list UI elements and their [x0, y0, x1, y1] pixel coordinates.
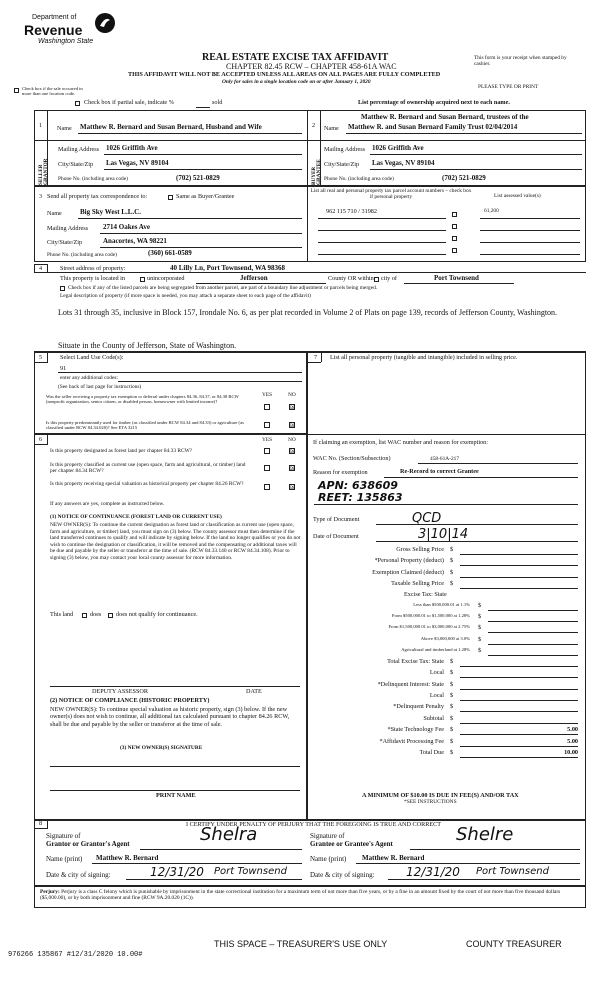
logo-dept: Department of [32, 14, 77, 21]
form-title: REAL ESTATE EXCISE TAX AFFIDAVIT [202, 52, 389, 63]
segregated-checkbox[interactable] [60, 286, 65, 291]
parcel-number[interactable]: 962 115 710 / 31982 [326, 208, 377, 215]
new-owner-sig-label: (3) NEW OWNER(S) SIGNATURE [120, 745, 203, 751]
section-6-num: 6 [39, 436, 43, 443]
totals-dollar: $ [450, 703, 454, 711]
land-use-code[interactable]: 91 [60, 365, 67, 372]
county-treasurer: COUNTY TREASURER [466, 939, 562, 949]
segregated-label: Check box if any of the listed parcels are being segregated from another parcel, are part of a boundary line adjustment or parcels being merged. [68, 285, 378, 291]
totals-dollar: $ [450, 691, 454, 699]
totals-value-line [460, 723, 578, 724]
corr-city[interactable]: Anacortes, WA 98221 [103, 237, 167, 245]
buyer-side-label: BUYER GRANTEE [311, 159, 323, 185]
totals-label: Total Excise Tax: State [387, 657, 444, 665]
partial-sale-checkbox[interactable] [75, 101, 80, 106]
logo-name: Revenue [24, 22, 83, 38]
calc-label: *Personal Property (deduct) [374, 557, 444, 565]
seller-city-label: City/State/Zip [58, 161, 94, 168]
street-label: Street address of property: [60, 265, 126, 272]
grantor-signature[interactable]: Shelra [200, 824, 258, 845]
does-not-label: does not qualify for continuance. [116, 611, 198, 618]
grantor-date[interactable]: 12/31/20 [150, 865, 204, 879]
grantor-print-name[interactable]: Matthew R. Bernard [96, 854, 159, 862]
totals-value-line [460, 757, 578, 758]
multi-location-checkbox[interactable] [14, 88, 19, 93]
brackets-value-line [488, 621, 578, 622]
brackets-value-line [488, 610, 578, 611]
land-does-not-checkbox[interactable] [108, 613, 113, 618]
personal-property-checkbox-2[interactable] [452, 224, 457, 229]
parcel-header: List all real and personal property tax parcel account numbers – check box if personal property [310, 188, 472, 201]
q-historic-no[interactable]: ☒ [290, 484, 296, 491]
receipt-note: This form is your receipt when stamped by cashier. [474, 55, 567, 68]
partial-sale-label: Check box if partial sale, indicate % [84, 99, 174, 106]
calc-value-line [460, 565, 578, 566]
corr-mail-label: Mailing Address [47, 225, 89, 232]
brackets-dollar: $ [478, 613, 482, 621]
perjury-statement: Perjury is a class C felony which is punishable by imprisonment in the state correctional institution for a maximum term of not more than five years, or by a fine in an amount fixed by the court of not more than five thousand dollars ($5,000.00), or by both imprisonment and fine (RCW 9A.20.020 (1C)). [40, 889, 561, 902]
brackets-dollar: $ [478, 624, 482, 632]
brackets-dollar: $ [478, 602, 482, 610]
located-label: This property is located in [60, 275, 125, 282]
totals-value[interactable]: 5.00 [567, 737, 578, 745]
unincorporated-checkbox[interactable] [140, 277, 145, 282]
recording-stamp: 976266 135867 #12/31/2020 10.00# [8, 951, 143, 959]
section-7-num: 7 [314, 354, 318, 361]
see-back-label: (See back of last page for instructions) [58, 384, 142, 390]
property-street[interactable]: 40 Lilly Ln, Port Townsend, WA 98368 [170, 264, 286, 272]
seller-mail-label: Mailing Address [58, 146, 100, 153]
corr-phone[interactable]: (360) 661-0589 [148, 249, 192, 257]
property-city[interactable]: Port Townsend [434, 274, 479, 282]
totals-dollar: $ [450, 748, 454, 756]
legal-desc-label: Legal description of property (if more space is needed, you may attach a separate sheet to each page of the affidavit) [60, 293, 311, 299]
calc-label: Taxable Selling Price [391, 579, 444, 587]
seller-side-label: SELLER GRANTOR [38, 158, 50, 185]
brackets-value-line [488, 644, 578, 645]
revenue-logo [18, 12, 128, 50]
totals-value-line [460, 711, 578, 712]
grantor-sig-label-1: Signature of [46, 832, 81, 840]
doc-date-label: Date of Document [313, 533, 359, 540]
property-county[interactable]: Jefferson [240, 274, 268, 282]
within-city-checkbox[interactable] [374, 277, 379, 282]
county-or-label: County OR within [328, 275, 374, 282]
q-current-use: Is this property classified as current use (open space, farm and agricultural, or timber) land per chapter 84.34 RCW? [50, 462, 246, 475]
grantor-date-label: Date & city of signing: [46, 871, 111, 879]
totals-value-line [460, 746, 578, 747]
unincorporated-label: unincorporated [147, 275, 185, 282]
s5-no-header: NO [288, 392, 296, 398]
minimum-due-note: A MINIMUM OF $10.00 IS DUE IN FEE(S) AND/OR TAX [362, 792, 519, 799]
grantee-date-label: Date & city of signing: [310, 871, 375, 879]
buyer-name-1[interactable]: Matthew R. Bernard and Susan Bernard, trustees of the [361, 113, 529, 121]
q-forest-no[interactable]: ☒ [290, 448, 296, 455]
land-use-label: Select Land Use Code(s): [60, 354, 124, 361]
calc-dollar: $ [450, 546, 454, 553]
totals-label: Total Due [419, 748, 444, 756]
wac-number[interactable]: 458-61A-217 [430, 456, 460, 462]
section-6 [34, 434, 307, 820]
wa-logo-icon [94, 12, 116, 34]
exemption-reason[interactable]: Re-Record to correct Grantee [400, 468, 479, 475]
q-timber: Is this property predominantly used for timber (as classified under RCW 84.34 and 84.33) or agriculture (as classified under RCW 84.34.020)? See ETA 3215 [46, 420, 244, 431]
see-instructions: *SEE INSTRUCTIONS [404, 799, 457, 805]
q-historic-yes[interactable] [264, 484, 270, 490]
brackets-dollar: $ [478, 635, 482, 643]
section-1-num: 1 [39, 122, 43, 129]
please-type: PLEASE TYPE OR PRINT [478, 84, 539, 90]
totals-value-line [460, 677, 578, 678]
buyer-name-label: Name [324, 125, 339, 132]
s6-yes-header: YES [262, 437, 273, 443]
grantee-signature[interactable]: Shelre [456, 824, 514, 845]
section-8-num: 8 [39, 820, 43, 827]
q-exemption: Was the seller receiving a property tax exemption or deferral under chapters 84.36, 84.37, or 84.38 RCW (nonprofit organization, senior citizen, or disabled person, homeowner with limited income)? [46, 394, 239, 405]
seller-phone[interactable]: (702) 521-0829 [176, 174, 220, 182]
corr-name[interactable]: Big Sky West L.L.C. [80, 208, 141, 216]
reason-label: Reason for exemption [313, 469, 368, 476]
s5-yes-header: YES [262, 392, 273, 398]
city-of-label: city of [381, 275, 397, 282]
corr-phone-label: Phone No. (including area code) [47, 252, 117, 258]
form-warning: THIS AFFIDAVIT WILL NOT BE ACCEPTED UNLESS ALL AREAS ON ALL PAGES ARE FULLY COMPLETED [128, 71, 441, 78]
grantee-sig-label-1: Signature of [310, 832, 345, 840]
seller-phone-label: Phone No. (including area code) [58, 176, 128, 182]
this-land-label: This land [50, 611, 74, 618]
grantee-name-label: Name (print) [310, 855, 347, 863]
doc-type-label: Type of Document [313, 516, 360, 523]
buyer-phone[interactable]: (702) 521-0829 [442, 174, 486, 182]
deputy-assessor-label: DEPUTY ASSESSOR [92, 688, 148, 695]
brackets-label: From $1,500,000.01 to $3,000,000 at 2.75% [388, 624, 470, 630]
section-2-num: 2 [312, 122, 316, 129]
multi-location-label: Check box if the sale occurred in more than one location code. [22, 86, 83, 97]
calc-label: Gross Selling Price [396, 546, 444, 553]
totals-dollar: $ [450, 669, 454, 677]
brackets-value-line [488, 632, 578, 633]
handwritten-apn: APN: 638609 [318, 479, 398, 492]
brackets-value-line [488, 655, 578, 656]
totals-value-line [460, 700, 578, 701]
brackets-label: Less than $500,000.01 at 1.1% [413, 602, 470, 608]
q-exemption-no[interactable]: ☒ [290, 404, 296, 411]
same-as-buyer-checkbox[interactable] [168, 195, 173, 200]
totals-value[interactable]: 10.00 [564, 748, 578, 756]
handwritten-reet: REET: 135863 [318, 491, 403, 504]
ownership-note: List percentage of ownership acquired next to each name. [358, 99, 510, 106]
situate-text[interactable]: Situate in the County of Jefferson, State of Washington. [58, 341, 237, 350]
corr-city-label: City/State/Zip [47, 239, 83, 246]
totals-value-line [460, 666, 578, 667]
calc-label: Exemption Claimed (deduct) [372, 568, 444, 576]
additional-codes-label: enter any additional codes: [60, 375, 118, 381]
notice2-text: NEW OWNER(S): To continue special valuation as historic property, sign (3) below. If the new owner(s) does not wish to continue, all additional tax calculated pursuant to chapter 84.26 RCW, shall be due and payable by the seller or transferor at the time of sale. [50, 706, 290, 728]
buyer-city[interactable]: Las Vegas, NV 89104 [372, 159, 435, 167]
brackets-label: Agricultural and timberland at 1.28% [401, 646, 470, 652]
assessed-header: List assessed value(s) [494, 193, 541, 199]
sold-label: sold [212, 99, 223, 106]
logo-state: Washington State [38, 38, 94, 45]
legal-description[interactable]: Lots 31 through 35, inclusive in Block 157, Irondale No. 6, as per plat recorded in Volume 2 of Plats on page 139, records of Jefferson County, Washington. [58, 308, 558, 317]
q-forest: Is this property designated as forest land per chapter 84.33 RCW? [50, 448, 193, 454]
deputy-date-label: DATE [246, 688, 262, 695]
q-forest-yes[interactable] [264, 448, 270, 454]
brackets-label: From $500,000.01 to $1,500,000 at 1.28% [391, 613, 470, 619]
calc-value-line [460, 577, 578, 578]
seller-name-label: Name [57, 125, 72, 132]
q-current-no[interactable]: ☒ [290, 465, 296, 472]
excise-state-label: Excise Tax: State [404, 591, 447, 599]
grantor-city[interactable]: Port Townsend [214, 866, 287, 877]
buyer-city-label: City/State/Zip [324, 161, 360, 168]
doc-date[interactable]: 3|10|14 [418, 527, 469, 542]
correspondence-label: Send all property tax correspondence to: [47, 193, 148, 200]
buyer-phone-label: Phone No. (including area code) [324, 176, 394, 182]
totals-dollar: $ [450, 680, 454, 688]
only-use-note: Only for sales in a single location code on or after January 1, 2020 [222, 79, 371, 85]
calc-dollar: $ [450, 557, 454, 565]
notice1-text: NEW OWNER(S): To continue the current designation as forest land or classification as current use (open space, farm and agriculture, or timber) land, you must sign on (3) below. The county assessor must then determine if the land transferred continues to qualify and will indicate by signing below. If the land no longer qualifies or you do not wish to continue the designation or classification, it will be removed and the compensating or additional taxes will be due and payable by the seller or transferor at the time of sale. (RCW 84.33.140 or RCW 84.34.108). Prior to signing (3) below, you may contact your local county assessor for more information. [50, 522, 301, 561]
grantee-city[interactable]: Port Townsend [476, 866, 549, 877]
calc-value-line [460, 554, 578, 555]
personal-property-checkbox-3[interactable] [452, 236, 457, 241]
buyer-mail[interactable]: 1026 Griffith Ave [372, 144, 424, 152]
totals-label: *Affidavit Processing Fee [379, 737, 444, 745]
section-3-num: 3 [39, 193, 43, 200]
form-subtitle: CHAPTER 82.45 RCW – CHAPTER 458-61A WAC [226, 62, 397, 71]
wac-label: WAC No. (Section/Subsection) [313, 455, 391, 462]
buyer-name-2[interactable]: Matthew R. and Susan Bernard Family Trust 02/04/2014 [348, 123, 518, 131]
personal-property-checkbox-1[interactable] [452, 212, 457, 217]
totals-label: Subtotal [423, 714, 444, 722]
totals-label: Local [429, 669, 444, 677]
grantee-print-name[interactable]: Matthew R. Bernard [362, 854, 425, 862]
doc-type[interactable]: QCD [412, 511, 442, 526]
seller-city[interactable]: Las Vegas, NV 89104 [106, 159, 169, 167]
totals-label: *Delinquent Penalty [393, 703, 444, 711]
q-historic: Is this property receiving special valuation as historical property per chapter 84.26 RCW? [50, 481, 244, 487]
totals-dollar: $ [450, 726, 454, 734]
totals-dollar: $ [450, 737, 454, 745]
print-name-label: PRINT NAME [156, 792, 196, 799]
certify-statement: I CERTIFY UNDER PENALTY OF PERJURY THAT THE FOREGOING IS TRUE AND CORRECT [186, 821, 442, 828]
notice2-title: (2) NOTICE OF COMPLIANCE (HISTORIC PROPERTY) [50, 697, 210, 704]
totals-label: *Delinquent Interest: State [377, 680, 444, 688]
grantor-sig-label-2: Grantor or Grantor's Agent [46, 840, 130, 848]
totals-value[interactable]: 5.00 [567, 726, 578, 734]
notice1-title: (1) NOTICE OF CONTINUANCE (FOREST LAND OR CURRENT USE) [50, 514, 222, 520]
treasurer-space: THIS SPACE – TREASURER'S USE ONLY [214, 939, 388, 949]
s6-no-header: NO [288, 437, 296, 443]
does-label: does [90, 611, 102, 618]
assessed-value[interactable]: 61,200 [484, 208, 499, 214]
calc-value-line [460, 588, 578, 589]
perjury-text [40, 889, 580, 901]
calc-dollar: $ [450, 568, 454, 576]
q-exemption-yes[interactable] [264, 404, 270, 410]
brackets-label: Above $3,000,000 at 3.0% [420, 635, 470, 641]
q-current-yes[interactable] [264, 465, 270, 471]
personal-property-label: List all personal property (tangible and intangible) included in selling price. [330, 354, 518, 361]
grantee-date[interactable]: 12/31/20 [406, 865, 460, 879]
totals-label: *State Technology Fee [387, 726, 444, 734]
grantee-sig-label-2: Grantee or Grantee's Agent [310, 840, 393, 848]
section-4-num: 4 [39, 265, 43, 272]
seller-name[interactable]: Matthew R. Bernard and Susan Bernard, Husband and Wife [80, 123, 262, 131]
totals-dollar: $ [450, 714, 454, 722]
personal-property-checkbox-4[interactable] [452, 248, 457, 253]
totals-dollar: $ [450, 657, 454, 665]
corr-name-label: Name [47, 210, 62, 217]
totals-value-line [460, 689, 578, 690]
brackets-dollar: $ [478, 646, 482, 654]
land-does-checkbox[interactable] [82, 613, 87, 618]
calc-dollar: $ [450, 579, 454, 587]
perjury-label: Perjury: [40, 889, 60, 895]
buyer-mail-label: Mailing Address [324, 146, 366, 153]
if-yes-note: If any answers are yes, complete as instructed below. [50, 501, 165, 507]
section-5-num: 5 [39, 354, 43, 361]
same-as-buyer-label: Same as Buyer/Grantee [176, 193, 235, 200]
q-timber-yes[interactable] [264, 422, 270, 428]
totals-label: Local [429, 691, 444, 699]
totals-value-line [460, 734, 578, 735]
section-7 [307, 352, 586, 820]
q-timber-no[interactable]: ☒ [290, 422, 296, 429]
seller-mail[interactable]: 1026 Griffith Ave [106, 144, 158, 152]
exemption-claim-label: If claiming an exemption, list WAC number and reason for exemption: [313, 439, 488, 446]
grantor-name-label: Name (print) [46, 855, 83, 863]
corr-mail[interactable]: 2714 Oakes Ave [103, 223, 150, 231]
